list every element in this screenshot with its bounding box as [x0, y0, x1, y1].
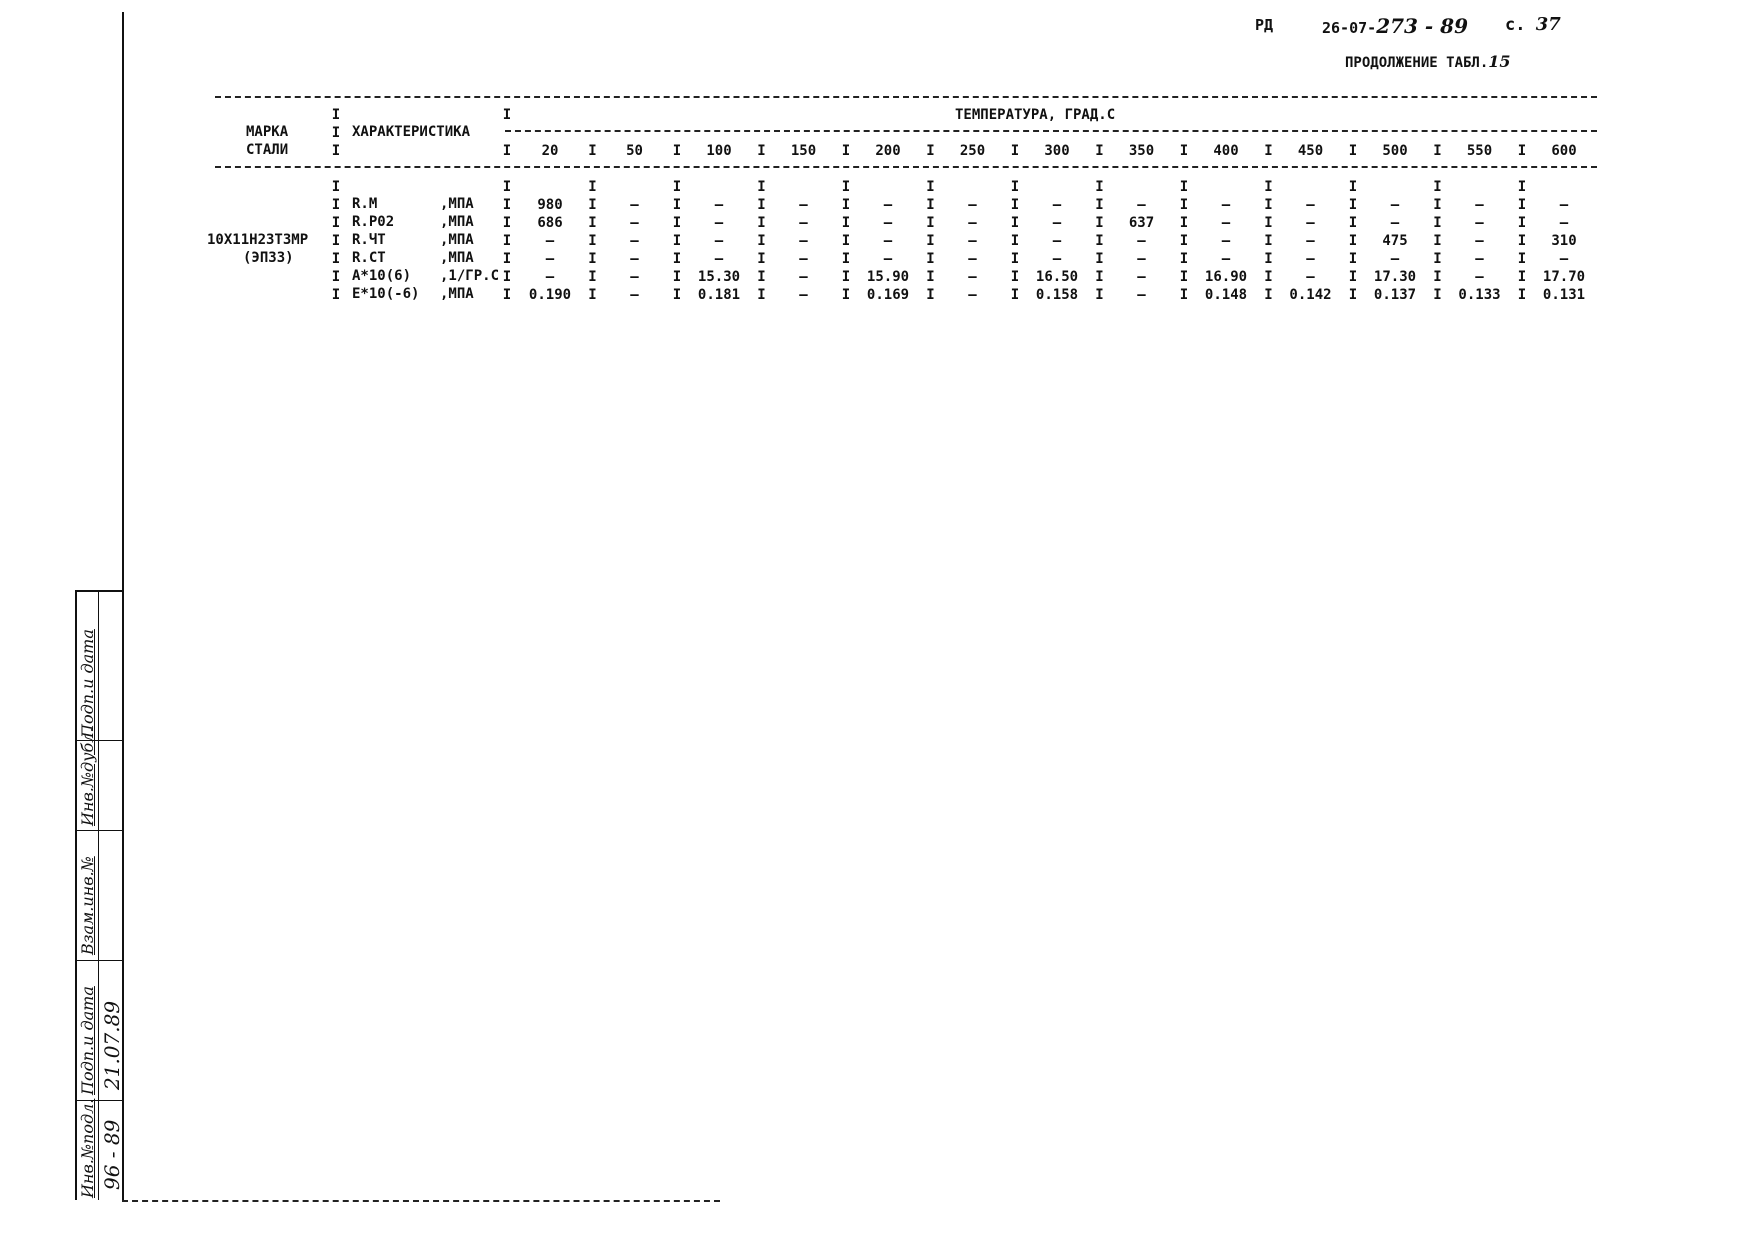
table-cell: 475 [1382, 233, 1408, 249]
column-separator: I [841, 233, 851, 249]
table-cell: – [968, 251, 977, 267]
column-separator: I [331, 251, 341, 267]
column-separator: I [1010, 287, 1020, 303]
table-cell: 686 [537, 215, 563, 231]
temperature-header: ТЕМПЕРАТУРА, ГРАД.С [955, 107, 1116, 123]
column-separator: I [1264, 197, 1273, 213]
table-cell: – [1221, 197, 1231, 213]
column-separator: I [757, 233, 766, 249]
table-cell: 17.30 [1373, 269, 1417, 285]
table-cell: – [545, 251, 555, 267]
column-separator: I [926, 233, 935, 249]
table-cell: – [799, 251, 808, 267]
column-separator: I [1517, 215, 1527, 231]
row-unit: ,МПА [440, 250, 474, 266]
column-separator: I [1433, 143, 1442, 159]
column-separator: I [1348, 197, 1358, 213]
column-separator: I [1433, 287, 1442, 303]
table-cell: – [968, 287, 977, 303]
column-separator: I [926, 269, 935, 285]
column-separator: I [672, 287, 682, 303]
table-cell: – [1390, 197, 1400, 213]
table-cell: – [1559, 197, 1569, 213]
header-sep: I [502, 143, 512, 159]
doc-prefix: РД [1255, 16, 1274, 34]
table-cell: 310 [1551, 233, 1577, 249]
column-separator: I [1348, 269, 1358, 285]
column-separator: I [1517, 233, 1527, 249]
table-cell: 16.90 [1204, 269, 1248, 285]
row-characteristic: R.CT [352, 250, 386, 266]
table-cell: – [1306, 251, 1315, 267]
column-separator: I [672, 179, 682, 195]
row-unit: ,МПА [440, 286, 474, 302]
table-cell: – [714, 233, 724, 249]
table-cell: – [799, 269, 808, 285]
column-separator: I [502, 197, 512, 213]
table-cell: – [799, 233, 808, 249]
table-cell: – [630, 233, 639, 249]
stamp-border-top [75, 590, 123, 592]
column-separator: I [1179, 215, 1189, 231]
column-separator: I [1517, 179, 1527, 195]
column-separator: I [926, 143, 935, 159]
stamp-divider [75, 830, 123, 831]
table-cell: – [1475, 269, 1484, 285]
col-marka-line2: СТАЛИ [246, 142, 289, 158]
steel-grade-code: (ЭП33) [243, 250, 294, 266]
column-separator: I [1179, 269, 1189, 285]
column-separator: I [588, 215, 597, 231]
column-separator: I [841, 269, 851, 285]
column-separator: I [672, 143, 682, 159]
column-separator: I [502, 179, 512, 195]
table-cell: – [630, 251, 639, 267]
column-separator: I [926, 287, 935, 303]
table-cell: 0.190 [528, 287, 572, 303]
column-separator: I [331, 215, 341, 231]
column-separator: I [1095, 287, 1104, 303]
column-separator: I [926, 197, 935, 213]
column-separator: I [672, 197, 682, 213]
stamp-date-value: 21.07.89 [100, 1000, 124, 1090]
table-cell: – [1475, 215, 1484, 231]
stamp-label-vzam-inv: Взам.инв.№ [78, 856, 97, 955]
column-separator: I [926, 215, 935, 231]
column-separator: I [588, 287, 597, 303]
table-cell: – [799, 287, 808, 303]
table-cell: – [1475, 233, 1484, 249]
row-characteristic: R.ЧТ [352, 232, 386, 248]
temperature-col-header: 50 [626, 143, 643, 159]
column-separator: I [672, 269, 682, 285]
column-separator: I [1264, 233, 1273, 249]
col-marka-line1: МАРКА [246, 124, 289, 140]
row-unit: ,МПА [440, 232, 474, 248]
column-separator: I [1264, 251, 1273, 267]
table-cell: – [545, 269, 555, 285]
table-cell: – [1306, 233, 1315, 249]
column-separator: I [1095, 197, 1104, 213]
table-cell: – [1559, 251, 1569, 267]
column-separator: I [1010, 143, 1020, 159]
temperature-col-header: 150 [790, 143, 817, 159]
table-cell: – [545, 233, 555, 249]
column-separator: I [672, 251, 682, 267]
column-separator: I [502, 287, 512, 303]
column-separator: I [331, 233, 341, 249]
column-separator: I [1179, 233, 1189, 249]
table-cell: 980 [537, 197, 563, 213]
col-characteristic: ХАРАКТЕРИСТИКА [352, 124, 471, 140]
column-separator: I [1433, 251, 1442, 267]
column-separator: I [1264, 215, 1273, 231]
bottom-border-line [122, 1200, 720, 1202]
header-bottom-rule [215, 166, 1597, 168]
doc-number-handwritten: 273 - 89 [1376, 14, 1468, 38]
temperature-col-header: 250 [959, 143, 986, 159]
table-cell: – [630, 269, 639, 285]
table-cell: – [1137, 233, 1146, 249]
stamp-divider [75, 960, 123, 961]
column-separator: I [588, 269, 597, 285]
column-separator: I [1095, 215, 1104, 231]
table-cell: – [630, 215, 639, 231]
table-cell: 17.70 [1542, 269, 1586, 285]
continuation-label: ПРОДОЛЖЕНИЕ ТАБЛ. [1345, 55, 1489, 71]
column-separator: I [588, 179, 597, 195]
column-separator: I [841, 197, 851, 213]
table-number-handwritten: 15 [1488, 52, 1511, 71]
column-separator: I [588, 143, 597, 159]
column-separator: I [1095, 143, 1104, 159]
column-separator: I [757, 197, 766, 213]
table-cell: 0.169 [866, 287, 910, 303]
page-number-handwritten: 37 [1535, 14, 1561, 35]
table-cell: 0.131 [1542, 287, 1586, 303]
table-cell: 0.133 [1458, 287, 1501, 303]
column-separator: I [757, 287, 766, 303]
table-cell: 0.148 [1204, 287, 1248, 303]
column-separator: I [672, 215, 682, 231]
column-separator: I [1517, 197, 1527, 213]
column-separator: I [841, 287, 851, 303]
stamp-label-podp-data-1: Подп.и дата [78, 986, 97, 1095]
column-separator: I [1010, 269, 1020, 285]
column-separator: I [588, 197, 597, 213]
row-unit: ,1/ГР.С [440, 268, 500, 284]
doc-number [1322, 14, 1468, 38]
table-cell: – [1052, 197, 1062, 213]
column-separator: I [841, 143, 851, 159]
temperature-col-header: 450 [1297, 143, 1324, 159]
row-characteristic: E*10(-6) [352, 286, 420, 302]
column-separator: I [1095, 179, 1104, 195]
table-cell: – [1137, 269, 1146, 285]
column-separator: I [1348, 215, 1358, 231]
table-cell: – [1390, 215, 1400, 231]
row-characteristic: A*10(6) [352, 268, 412, 284]
row-unit: ,МПА [440, 214, 474, 230]
column-separator: I [1433, 197, 1442, 213]
table-cell: – [714, 251, 724, 267]
table-cell: – [883, 251, 893, 267]
table-cell: – [883, 233, 893, 249]
column-separator: I [331, 197, 341, 213]
table-cell: 637 [1128, 215, 1155, 231]
table-cell: – [1137, 251, 1146, 267]
column-separator: I [757, 179, 766, 195]
table-cell: – [1475, 197, 1484, 213]
table-cell: 15.90 [866, 269, 910, 285]
temperature-col-header: 350 [1128, 143, 1155, 159]
temperature-col-header: 400 [1213, 143, 1239, 159]
table-cell: – [1052, 233, 1062, 249]
column-separator: I [1179, 251, 1189, 267]
table-cell: – [1052, 251, 1062, 267]
table-cell: – [630, 197, 639, 213]
column-separator: I [841, 179, 851, 195]
table-cell: 15.30 [697, 269, 741, 285]
header-sep: I [331, 143, 341, 159]
table-cell: – [1306, 269, 1315, 285]
table-cell: – [968, 197, 977, 213]
stamp-label-inv-podl: Инв.№подл. [78, 1098, 97, 1198]
temperature-col-header: 500 [1382, 143, 1408, 159]
column-separator: I [757, 143, 766, 159]
column-separator: I [1010, 233, 1020, 249]
column-separator: I [1517, 269, 1527, 285]
steel-grade: 10Х11Н23Т3МР [207, 232, 309, 248]
column-separator: I [1010, 197, 1020, 213]
column-separator: I [502, 215, 512, 231]
column-separator: I [1095, 269, 1104, 285]
column-separator: I [757, 215, 766, 231]
table-cell: – [1306, 215, 1315, 231]
table-cell: – [968, 269, 977, 285]
column-separator: I [502, 233, 512, 249]
temperature-col-header: 100 [706, 143, 732, 159]
table-cell: – [883, 215, 893, 231]
page-label: с. [1505, 15, 1526, 35]
temperature-col-header: 300 [1044, 143, 1070, 159]
temperature-col-header: 20 [541, 143, 559, 159]
temperature-col-header: 550 [1466, 143, 1493, 159]
table-cell: – [1221, 233, 1231, 249]
column-separator: I [1264, 143, 1273, 159]
column-separator: I [1348, 179, 1358, 195]
table-cell: – [799, 215, 808, 231]
column-separator: I [588, 251, 597, 267]
table-cell: – [1559, 215, 1569, 231]
table-cell: – [1137, 287, 1146, 303]
header-sep: I [502, 107, 512, 123]
table-cell: – [1390, 251, 1400, 267]
column-separator: I [1010, 215, 1020, 231]
temperature-col-header: 200 [875, 143, 901, 159]
column-separator: I [1010, 179, 1020, 195]
table-cell: – [630, 287, 639, 303]
table-cell: – [1221, 215, 1231, 231]
table-cell: 0.181 [697, 287, 741, 303]
column-separator: I [1517, 287, 1527, 303]
column-separator: I [1517, 143, 1527, 159]
column-separator: I [502, 251, 512, 267]
table-cell: – [799, 197, 808, 213]
stamp-label-podp-data-2: Подп.и дата [78, 629, 97, 738]
column-separator: I [1348, 233, 1358, 249]
table-cell: – [1052, 215, 1062, 231]
column-separator: I [1348, 287, 1358, 303]
column-separator: I [841, 251, 851, 267]
table-cell: – [968, 215, 977, 231]
header-sep: I [331, 107, 341, 123]
table-cell: – [714, 197, 724, 213]
column-separator: I [1179, 179, 1189, 195]
column-separator: I [841, 215, 851, 231]
column-separator: I [926, 251, 935, 267]
column-separator: I [1348, 251, 1358, 267]
column-separator: I [331, 269, 341, 285]
column-separator: I [502, 269, 512, 285]
column-separator: I [1095, 233, 1104, 249]
column-separator: I [331, 287, 341, 303]
table-cell: – [883, 197, 893, 213]
table-continuation [1345, 52, 1511, 71]
page-number [1505, 14, 1561, 35]
temp-header-rule [505, 130, 1597, 132]
row-unit: ,МПА [440, 196, 474, 212]
column-separator: I [672, 233, 682, 249]
column-separator: I [757, 251, 766, 267]
stamp-border-mid [98, 590, 99, 1200]
row-characteristic: R.P02 [352, 214, 395, 230]
table-cell: 0.158 [1035, 287, 1079, 303]
stamp-border-left [75, 590, 77, 1200]
table-cell: – [1475, 251, 1484, 267]
table-cell: – [1137, 197, 1146, 213]
column-separator: I [1433, 215, 1442, 231]
table-cell: – [1306, 197, 1315, 213]
column-separator: I [1264, 269, 1273, 285]
column-separator: I [331, 179, 341, 195]
table-cell: – [714, 215, 724, 231]
stamp-label-inv-dubl: Инв.№дубл. [78, 727, 97, 826]
column-separator: I [757, 269, 766, 285]
column-separator: I [1264, 287, 1273, 303]
column-separator: I [1433, 179, 1442, 195]
column-separator: I [588, 233, 597, 249]
column-separator: I [1433, 269, 1442, 285]
row-characteristic: R.M [352, 196, 378, 212]
table-top-rule [215, 96, 1597, 98]
table-cell: 0.142 [1289, 287, 1332, 303]
stamp-inv-value: 96 - 89 [100, 1119, 124, 1190]
table-cell: – [968, 233, 977, 249]
column-separator: I [1179, 287, 1189, 303]
table-cell: 0.137 [1373, 287, 1417, 303]
table-cell: – [1221, 251, 1231, 267]
column-separator: I [1179, 197, 1189, 213]
column-separator: I [1179, 143, 1189, 159]
column-separator: I [1348, 143, 1358, 159]
column-separator: I [1433, 233, 1442, 249]
column-separator: I [1095, 251, 1104, 267]
doc-number-printed: 26-07- [1322, 19, 1377, 37]
header-sep: I [331, 125, 341, 141]
table-cell: 16.50 [1035, 269, 1079, 285]
column-separator: I [1517, 251, 1527, 267]
temperature-col-header: 600 [1551, 143, 1577, 159]
column-separator: I [926, 179, 935, 195]
column-separator: I [1264, 179, 1273, 195]
column-separator: I [1010, 251, 1020, 267]
